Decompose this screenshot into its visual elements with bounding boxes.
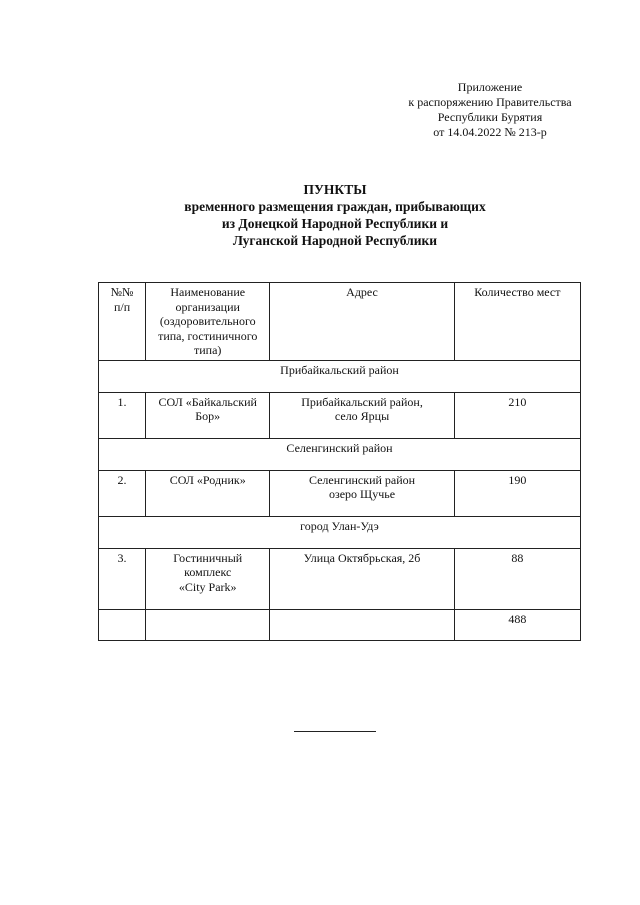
region-row	[99, 516, 581, 548]
row-places: 210	[454, 392, 580, 438]
header-text: п/п	[113, 299, 131, 314]
cell-text: СОЛ «Байкальский	[158, 394, 257, 409]
title-line: ПУНКТЫ	[303, 182, 367, 197]
title-line: временного размещения граждан, прибывающих	[184, 199, 486, 214]
row-places: 88	[454, 548, 580, 609]
table-row	[99, 392, 581, 438]
annex-block	[400, 80, 580, 140]
total-empty-cell	[146, 609, 270, 640]
row-number: 1.	[99, 392, 146, 438]
row-number: 2.	[99, 470, 146, 516]
header-number	[99, 283, 146, 361]
annex-line: Приложение	[457, 80, 523, 94]
row-places: 190	[454, 470, 580, 516]
header-text: (оздоровительного	[159, 314, 256, 328]
row-organization	[146, 392, 270, 438]
header-text: организации	[175, 299, 240, 314]
region-name: Селенгинский район	[99, 438, 581, 470]
cell-text: Гостиничный	[173, 550, 243, 565]
row-number: 3.	[99, 548, 146, 609]
table-header-row	[99, 283, 581, 361]
header-text: №№	[110, 285, 134, 299]
total-empty-cell	[270, 609, 454, 640]
region-row	[99, 438, 581, 470]
row-address	[270, 392, 454, 438]
cell-text: Прибайкальский район,	[301, 394, 423, 409]
row-address	[270, 548, 454, 609]
cell-text: Улица Октябрьская, 2б	[303, 550, 421, 565]
cell-text: озеро Щучье	[328, 487, 396, 501]
title-line: из Донецкой Народной Республики и	[221, 216, 449, 231]
header-address: Адрес	[270, 283, 454, 361]
accommodation-table	[98, 282, 581, 641]
total-empty-cell	[99, 609, 146, 640]
cell-text: Селенгинский район	[308, 472, 416, 487]
row-organization	[146, 470, 270, 516]
region-name: Прибайкальский район	[99, 360, 581, 392]
row-organization	[146, 548, 270, 609]
header-text: Наименование	[170, 285, 246, 299]
annex-line: к распоряжению Правительства	[408, 95, 572, 109]
region-row	[99, 360, 581, 392]
cell-text: СОЛ «Родник»	[169, 472, 246, 487]
header-organization	[146, 283, 270, 361]
row-address	[270, 470, 454, 516]
header-text: типа)	[194, 343, 222, 357]
title-line: Луганской Народной Республики	[232, 233, 438, 248]
cell-text: Бор»	[195, 409, 221, 423]
region-name: город Улан-Удэ	[99, 516, 581, 548]
cell-text: комплекс	[184, 565, 232, 579]
total-row	[99, 609, 581, 640]
annex-line: Республики Бурятия	[437, 110, 543, 124]
annex-line: от 14.04.2022 № 213-р	[433, 125, 547, 139]
table-row	[99, 548, 581, 609]
cell-text: «City Park»	[178, 579, 237, 594]
total-places: 488	[454, 609, 580, 640]
header-places: Количество мест	[454, 283, 580, 361]
header-text: типа, гостиничного	[158, 328, 258, 343]
document-title	[120, 181, 550, 249]
cell-text: село Ярцы	[334, 409, 390, 423]
closing-line	[294, 731, 376, 732]
table-row	[99, 470, 581, 516]
